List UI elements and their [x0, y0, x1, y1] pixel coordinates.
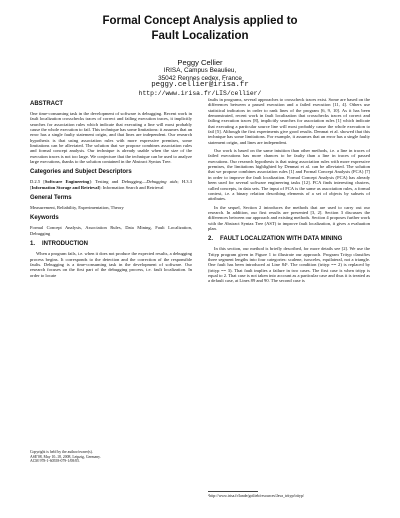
abstract-text: One time-consuming task in the development of software is debugging. Recent work in fault localization crosschecks traces of correct and failing execution traces, it implicitly searches for association rules which indicate that executing a line will most probably cause the whole execution to fail. This technique has some limitations: it assumes that an error has a single faulty statement origin, and that lines are independent. Our research hypothesis is that using association rules with more expressive premises, some limitations can be alleviated. The solution that we propose combines association rules and formal concept analysis. Our technique is already usable when the size of the execution traces is not too large. We conjecture that the technique can be used to analyze large executions, thanks to the solution contained in the Abstract Syntax Tree. [30, 111, 192, 165]
section-2-heading [208, 236, 370, 243]
author-affiliation-2: 35042 Rennes cedex, France [158, 74, 242, 82]
title-line-1: Formal Concept Analysis applied to [102, 15, 298, 27]
copyright-line-2: ASE'08, May 10–18, 2008, Leipzig, Germany. [30, 454, 101, 459]
title-line-2: Fault Localization [151, 30, 249, 42]
general-terms-text: Measurement, Reliability, Experimentation, Theory [30, 205, 124, 211]
categories-text: D.2.5 [Software Engineering]: Testing and Debugging—Debugging aids; H.3.3 [Information Storage and Retrieval]: Information Search and Retrieval [30, 179, 192, 190]
author-email[interactable]: peggy.cellier@irisa.fr [151, 81, 249, 90]
right-paragraph-1: faults in programs, several approaches to crosscheck traces exist. Some are based on the differences between a passed execution and a failed execution [11, 4]. Others use statistical indicators in order to rank lines of the program [6, 9, 10]. As it has been demonstrated, recent work in fault localization that crosschecks traces of correct and failing execution traces [8], implicitly searches for association rules [1] which indicate that executing a particular source line will most probably cause the whole execution to fail [5]. Although the first experiments give good results. Denmat et al. showed that this technique has some limitations. For example, it assumes that an error has a single faulty statement origin, and lines are independent. [208, 97, 370, 145]
abstract-heading: ABSTRACT [30, 101, 63, 107]
footnote[interactable]: ¹http://www.irisa.fr/lande/gotlieb/resources/Java_trityp/trityp/ [208, 494, 304, 498]
keywords-text: Formal Concept Analysis, Association Rules, Data Mining, Fault Localization, Debugging [30, 225, 192, 236]
right-paragraph-4: In this section, our method is briefly described, for more details see [2]. We use the Trityp program given in Figure 1 to illustrate our approach. Program Trityp classifies three segment lengths into four categories: scalene, isosceles, equilateral, not a triangle. One fault has been introduced at Line 84¹. The condition (trityp == 2) is replaced by (trityp == 3). That fault implies a failure in two cases. The first case is when trityp is equal to 2. That case is not taken into account as a particular case and thus it is treated as a default case, at Lines 89 and 90. The second case is [208, 246, 370, 284]
section-2-title: FAULT LOCALIZATION WITH DATA MINING [220, 236, 343, 243]
intro-heading [30, 241, 192, 248]
author-name: Peggy Cellier [177, 58, 223, 67]
footnote-rule [208, 491, 258, 492]
intro-title: INTRODUCTION [42, 241, 88, 248]
copyright-line-1: Copyright is held by the author/owner(s). [30, 450, 93, 454]
section-2-number: 2. [208, 236, 214, 243]
author-block [0, 58, 400, 97]
copyright-line-3: ACM 978-1-60558-079-1/08/05. [30, 459, 80, 464]
intro-text: When a program fails, i.e. when it does not produce the expected results, a debugging process begins. It corresponds to the detection and the correction of the responsible faults. Debugging is a time-consuming task in the development of software. Our research focuses on the first part of the debugging process, i.e. fault localization. In order to locate [30, 251, 192, 278]
author-url[interactable]: http://www.irisa.fr/LIS/cellier/ [138, 89, 262, 97]
right-paragraph-2: Our work is based on the same intuition than other methods, i.e. a line in traces of failed executions has more chances to be faulty than a line in traces of passed executions. Our research hypothesis is that using association rules with more expressive premises, the limitations highlighted by Denmat et al. can be alleviated. The solution that we propose combines association rules [1] and Formal Concept Analysis (FCA) [7] in order to improve the fault localization. Formal Concept Analysis (FCA) has already been used for several software engineering tasks [12]. FCA finds interesting clusters, called concepts, in data sets. The input of FCA is the same as association rules, a formal context, i.e. a binary relation describing elements of a set of objects by subsets of attributes. [208, 148, 370, 202]
paper-title [0, 14, 400, 44]
categories-heading: Categories and Subject Descriptors [30, 169, 132, 176]
left-column [30, 101, 192, 281]
general-terms-heading: General Terms [30, 195, 72, 202]
keywords-heading: Keywords [30, 215, 59, 222]
right-paragraph-3: In the sequel, Section 2 introduces the methods that are used to carry out our research. In addition, our first results are presented [3, 2]. Section 3 discusses the differences between our approach and existing methods. Section 4 proposes further work with the Abstract Syntax Tree (AST) to improve fault localization, it gives a evaluation plan. [208, 204, 370, 231]
copyright-block [30, 450, 140, 464]
right-column [208, 97, 370, 287]
intro-number: 1. [30, 241, 36, 248]
author-affiliation-1: IRISA, Campus Beaulieu, [163, 67, 237, 74]
